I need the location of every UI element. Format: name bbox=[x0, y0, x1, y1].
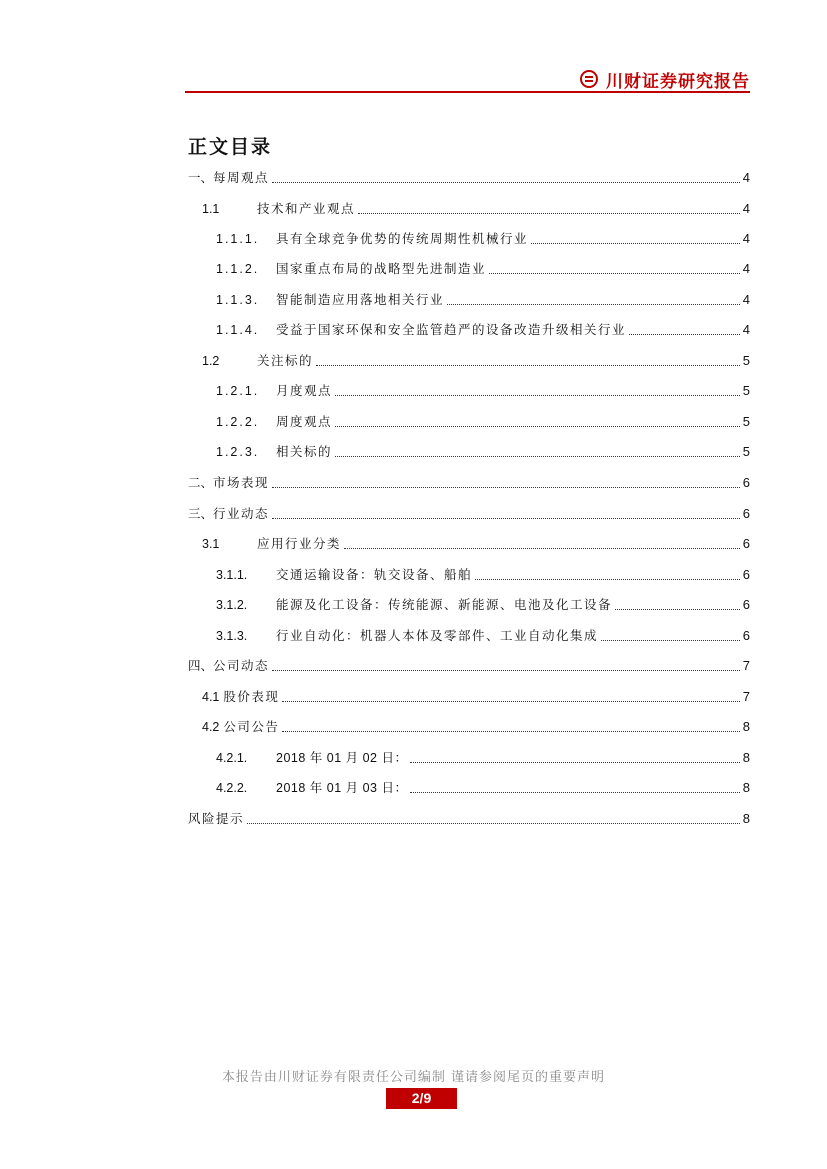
toc-entry-number: 一、 bbox=[188, 170, 214, 185]
brand bbox=[580, 66, 750, 92]
toc-entry-label: 周度观点 bbox=[276, 414, 333, 429]
toc-entry-number: 4.2 bbox=[202, 720, 220, 734]
toc-dot-leader bbox=[272, 181, 740, 183]
chuancai-logo-icon bbox=[580, 70, 598, 88]
toc-entry-page: 4 bbox=[742, 231, 750, 246]
toc-dot-leader bbox=[282, 700, 739, 702]
toc-entry-label: 行业自动化：机器人本体及零部件、工业自动化集成 bbox=[276, 628, 599, 643]
toc-entry-number: 二、 bbox=[188, 475, 214, 490]
toc-entry[interactable] bbox=[188, 320, 750, 340]
toc-entry-page: 6 bbox=[742, 536, 750, 551]
toc-dot-leader bbox=[316, 364, 740, 366]
toc-entry[interactable] bbox=[188, 473, 750, 493]
toc-entry-label: 技术和产业观点 bbox=[257, 201, 356, 216]
toc-entry[interactable] bbox=[188, 290, 750, 310]
toc-entry-number: 三、 bbox=[188, 506, 214, 521]
toc-entry-label: 能源及化工设备：传统能源、新能源、电池及化工设备 bbox=[276, 597, 613, 612]
report-header bbox=[185, 66, 750, 94]
toc-entry-number: 3.1 bbox=[202, 537, 220, 551]
toc-entry-page: 7 bbox=[742, 689, 750, 704]
toc-dot-leader bbox=[282, 730, 739, 732]
toc-entry-number: 1.1.4. bbox=[216, 323, 260, 337]
toc-entry-label: 每周观点 bbox=[213, 170, 270, 185]
toc-dot-leader bbox=[335, 394, 740, 396]
toc-entry-number: 1.1.2. bbox=[216, 262, 260, 276]
toc-entry[interactable] bbox=[188, 748, 750, 768]
toc-entry-number: 1.1.1. bbox=[216, 232, 260, 246]
toc-entry[interactable] bbox=[188, 809, 750, 829]
toc-dot-leader bbox=[358, 212, 740, 214]
toc-entry-number: 3.1.3. bbox=[216, 629, 248, 643]
toc-entry[interactable] bbox=[188, 687, 750, 707]
toc-dot-leader bbox=[272, 517, 740, 519]
toc-entry[interactable] bbox=[188, 229, 750, 249]
toc-entry-label: 行业动态 bbox=[213, 506, 270, 521]
toc-entry-number: 3.1.1. bbox=[216, 568, 248, 582]
toc-dot-leader bbox=[247, 822, 740, 824]
toc-dot-leader bbox=[447, 303, 740, 305]
toc-entry[interactable] bbox=[188, 717, 750, 737]
toc-entry-label: 受益于国家环保和安全监管趋严的设备改造升级相关行业 bbox=[276, 322, 627, 337]
toc-title: 正文目录 bbox=[188, 136, 273, 158]
toc-dot-leader bbox=[335, 455, 740, 457]
toc-entry-page: 6 bbox=[742, 506, 750, 521]
toc-entry[interactable] bbox=[188, 534, 750, 554]
toc-entry-page: 8 bbox=[742, 719, 750, 734]
toc-dot-leader bbox=[615, 608, 740, 610]
toc-entry[interactable] bbox=[188, 351, 750, 371]
toc-entry-label: 交通运输设备：轨交设备、船舶 bbox=[276, 567, 473, 582]
toc-entry[interactable] bbox=[188, 259, 750, 279]
toc-entry[interactable] bbox=[188, 595, 750, 615]
toc-dot-leader bbox=[272, 486, 740, 488]
toc-dot-leader bbox=[601, 639, 740, 641]
toc-dot-leader bbox=[489, 272, 740, 274]
header-divider bbox=[185, 91, 750, 93]
toc-entry-number: 1.2.2. bbox=[216, 415, 260, 429]
toc-dot-leader bbox=[272, 669, 740, 671]
toc-entry-page: 5 bbox=[742, 353, 750, 368]
toc-entry[interactable] bbox=[188, 412, 750, 432]
toc-entry-page: 4 bbox=[742, 201, 750, 216]
toc-entry-page: 4 bbox=[742, 292, 750, 307]
toc-entry-number: 1.2.1. bbox=[216, 384, 260, 398]
toc-entry-page: 7 bbox=[742, 658, 750, 673]
toc-entry[interactable] bbox=[188, 504, 750, 524]
toc-entry-label: 市场表现 bbox=[213, 475, 270, 490]
toc-entry[interactable] bbox=[188, 565, 750, 585]
toc-entry-label: 股价表现 bbox=[223, 689, 280, 704]
page-indicator: 2/9 bbox=[386, 1088, 457, 1109]
toc-dot-leader bbox=[629, 333, 740, 335]
toc-entry-page: 8 bbox=[742, 750, 750, 765]
toc-entry-number: 4.2.2. bbox=[216, 781, 248, 795]
toc-entry-number: 四、 bbox=[188, 658, 214, 673]
toc-dot-leader bbox=[410, 761, 739, 763]
toc-entry-number: 3.1.2. bbox=[216, 598, 248, 612]
toc-entry-label: 2018 年 01 月 03 日： bbox=[276, 781, 408, 795]
toc-entry[interactable] bbox=[188, 778, 750, 798]
toc-entry-number: 4.2.1. bbox=[216, 751, 248, 765]
toc-dot-leader bbox=[410, 791, 739, 793]
toc-entry-label: 国家重点布局的战略型先进制造业 bbox=[276, 261, 487, 276]
toc-dot-leader bbox=[335, 425, 740, 427]
toc-entry-label: 风险提示 bbox=[188, 811, 245, 826]
toc-entry-label: 具有全球竞争优势的传统周期性机械行业 bbox=[276, 231, 529, 246]
toc-entry-number: 1.1.3. bbox=[216, 293, 260, 307]
toc-entry-number: 1.2 bbox=[202, 354, 220, 368]
toc-entry-page: 8 bbox=[742, 780, 750, 795]
toc-entry-page: 6 bbox=[742, 567, 750, 582]
toc-entry-number: 1.1 bbox=[202, 202, 220, 216]
toc-dot-leader bbox=[344, 547, 740, 549]
toc-entry[interactable] bbox=[188, 626, 750, 646]
toc-entry-page: 4 bbox=[742, 170, 750, 185]
toc-entry-page: 5 bbox=[742, 414, 750, 429]
toc-entry-label: 公司公告 bbox=[223, 719, 280, 734]
toc-entry-page: 8 bbox=[742, 811, 750, 826]
toc-entry-page: 4 bbox=[742, 322, 750, 337]
toc-entry-label: 智能制造应用落地相关行业 bbox=[276, 292, 445, 307]
toc-entry[interactable] bbox=[188, 199, 750, 219]
toc-entry-number: 4.1 bbox=[202, 690, 220, 704]
toc-entry[interactable] bbox=[188, 656, 750, 676]
brand-title: 川财证券研究报告 bbox=[606, 71, 750, 92]
toc-entry-label: 公司动态 bbox=[213, 658, 270, 673]
toc-entry-page: 6 bbox=[742, 475, 750, 490]
toc-entry-page: 6 bbox=[742, 597, 750, 612]
toc-entry-label: 相关标的 bbox=[276, 444, 333, 459]
toc-entry-page: 6 bbox=[742, 628, 750, 643]
toc-entry-label: 应用行业分类 bbox=[257, 536, 342, 551]
toc-entry[interactable] bbox=[188, 168, 750, 188]
toc-entry[interactable] bbox=[188, 442, 750, 462]
toc-entry-page: 4 bbox=[742, 261, 750, 276]
toc-dot-leader bbox=[531, 242, 740, 244]
toc-entry-label: 关注标的 bbox=[257, 353, 314, 368]
toc-dot-leader bbox=[475, 578, 740, 580]
toc-entry-page: 5 bbox=[742, 444, 750, 459]
toc-entry-number: 1.2.3. bbox=[216, 445, 260, 459]
toc-entry-label: 2018 年 01 月 02 日： bbox=[276, 751, 408, 765]
toc-entry-page: 5 bbox=[742, 383, 750, 398]
footer-disclaimer: 本报告由川财证券有限责任公司编制 谨请参阅尾页的重要声明 bbox=[221, 1070, 606, 1085]
toc-entry-label: 月度观点 bbox=[276, 383, 333, 398]
toc-entry[interactable] bbox=[188, 381, 750, 401]
